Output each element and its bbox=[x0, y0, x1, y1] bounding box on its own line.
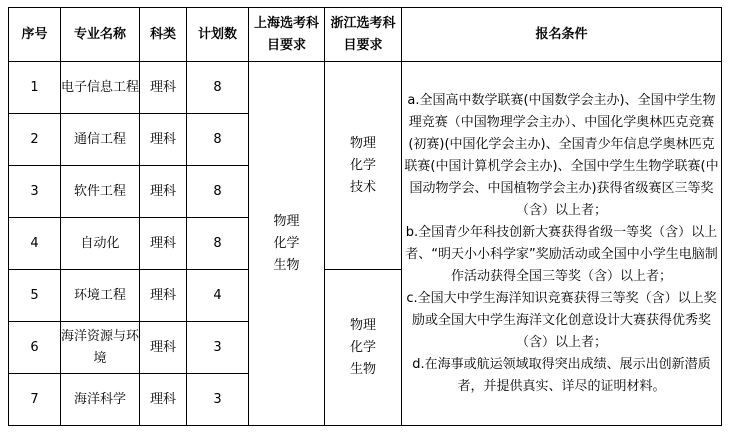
seq-cell: 1 bbox=[9, 62, 61, 114]
subject: 化学 bbox=[349, 339, 376, 355]
major-cell: 软件工程 bbox=[61, 166, 140, 218]
plan-cell: 8 bbox=[187, 62, 249, 114]
plan-cell: 8 bbox=[187, 166, 249, 218]
plan-cell: 8 bbox=[187, 114, 249, 166]
category-cell: 理科 bbox=[140, 374, 187, 426]
major-cell: 环境工程 bbox=[61, 270, 140, 322]
category-cell: 理科 bbox=[140, 322, 187, 374]
subject: 物理 bbox=[349, 317, 376, 333]
category-cell: 理科 bbox=[140, 62, 187, 114]
seq-cell: 6 bbox=[9, 322, 61, 374]
header-seq: 序号 bbox=[9, 8, 61, 62]
subject: 技术 bbox=[349, 179, 376, 195]
category-cell: 理科 bbox=[140, 218, 187, 270]
condition-a: a.全国高中数学联赛(中国数学会主办)、全国中学生物理竞赛（中国物理学会主办）、中国化学奥林匹克竞赛(初赛)(中国化学会主办)、全国青少年信息学奥林匹克联赛(中国计算机学会主办)、全国中学生生物学联赛(中国动物学会、中国植物学会主办)获得省级赛区三等奖（含）以上者； bbox=[404, 92, 719, 218]
condition-d: d.在海事或航运领域取得突出成绩、展示出创新潜质者，并提供真实、详尽的证明材料。 bbox=[412, 356, 711, 394]
major-cell: 自动化 bbox=[61, 218, 140, 270]
subject: 化学 bbox=[273, 235, 300, 251]
category-cell: 理科 bbox=[140, 114, 187, 166]
plan-cell: 8 bbox=[187, 218, 249, 270]
major-cell: 通信工程 bbox=[61, 114, 140, 166]
seq-cell: 2 bbox=[9, 114, 61, 166]
plan-cell: 3 bbox=[187, 374, 249, 426]
subject: 化学 bbox=[349, 157, 376, 173]
plan-cell: 3 bbox=[187, 322, 249, 374]
major-cell: 电子信息工程 bbox=[61, 62, 140, 114]
subject: 生物 bbox=[349, 361, 376, 377]
condition-c: c.全国大中学生海洋知识竞赛获得三等奖（含）以上奖励或全国大中学生海洋文化创意设计大赛获得优秀奖（含）以上者； bbox=[406, 290, 717, 350]
subject: 生物 bbox=[273, 257, 300, 273]
header-plan: 计划数 bbox=[187, 8, 249, 62]
admission-table bbox=[8, 7, 722, 426]
category-cell: 理科 bbox=[140, 166, 187, 218]
subject: 物理 bbox=[273, 213, 300, 229]
major-cell: 海洋资源与环境 bbox=[61, 322, 140, 374]
zhejiang-subjects-cell-2 bbox=[325, 270, 402, 426]
seq-cell: 4 bbox=[9, 218, 61, 270]
shanghai-subjects-cell bbox=[249, 62, 325, 426]
condition-b: b.全国青少年科技创新大赛获得省级一等奖（含）以上者、“明天小小科学家”奖励活动或全国中小学生电脑制作活动获得全国三等奖（含）以上者； bbox=[405, 224, 718, 284]
plan-cell: 4 bbox=[187, 270, 249, 322]
header-row bbox=[9, 8, 722, 62]
seq-cell: 5 bbox=[9, 270, 61, 322]
table-row bbox=[9, 62, 722, 114]
header-zhejiang: 浙江选考科目要求 bbox=[325, 8, 402, 62]
major-cell: 海洋科学 bbox=[61, 374, 140, 426]
header-major: 专业名称 bbox=[61, 8, 140, 62]
header-shanghai: 上海选考科目要求 bbox=[249, 8, 325, 62]
header-category: 科类 bbox=[140, 8, 187, 62]
subject: 物理 bbox=[349, 135, 376, 151]
seq-cell: 7 bbox=[9, 374, 61, 426]
conditions-cell bbox=[402, 62, 722, 426]
category-cell: 理科 bbox=[140, 270, 187, 322]
seq-cell: 3 bbox=[9, 166, 61, 218]
zhejiang-subjects-cell-1 bbox=[325, 62, 402, 270]
header-conditions: 报名条件 bbox=[402, 8, 722, 62]
